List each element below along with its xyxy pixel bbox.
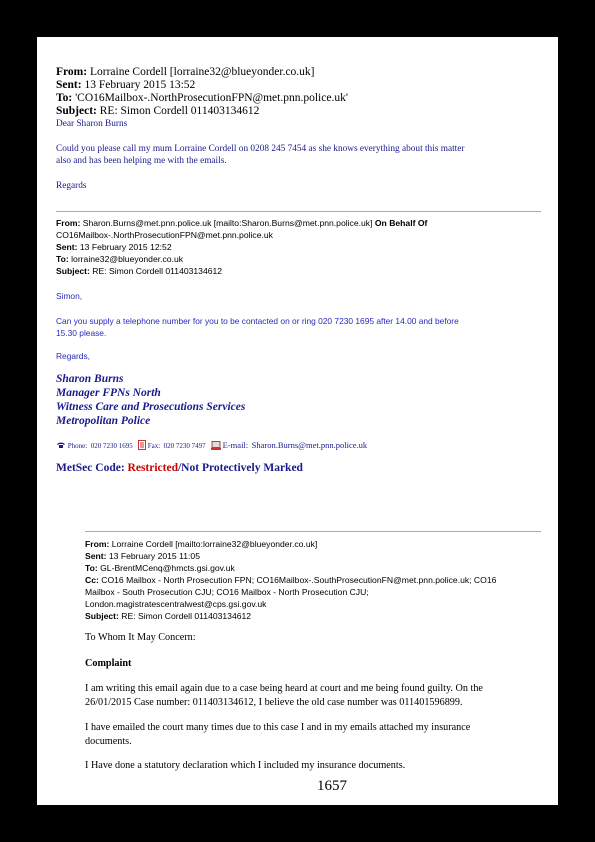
email1-subject-line: [56, 105, 259, 118]
email3-salutation: To Whom It May Concern:: [85, 632, 196, 643]
email2-to-value: lorraine32@blueyonder.co.uk: [71, 254, 184, 264]
document-page: [37, 37, 558, 805]
email1-body-line1: Could you please call my mum Lorraine Cordell on 0208 245 7454 as she knows everything about this matter: [56, 144, 465, 154]
fax-value: 020 7230 7497: [163, 442, 206, 450]
email2-from-value: Sharon.Burns@met.pnn.police.uk [mailto:Sharon.Burns@met.pnn.police.uk]: [82, 218, 373, 228]
signature-name: Sharon Burns: [56, 373, 124, 385]
email2-to-label: To:: [56, 254, 69, 264]
email-label: E-mail:: [222, 440, 249, 450]
email3-sent-label: Sent:: [85, 551, 107, 561]
email3-sent-value: 13 February 2015 11:05: [108, 551, 200, 561]
divider: [85, 531, 541, 532]
email3-from-label: From:: [85, 539, 110, 549]
email3-p3-line1: I Have done a statutory declaration which I included my insurance documents.: [85, 760, 406, 771]
email-icon: [211, 441, 221, 452]
signature-org: Metropolitan Police: [56, 415, 151, 427]
email3-subject-line: [85, 611, 251, 622]
email3-cc-line3: London.magistratescentralwest@cps.gsi.gov.uk: [85, 599, 267, 609]
email3-cc-line1: CO16 Mailbox - North Prosecution FPN; CO16Mailbox-.SouthProsecutionFN@met.pnn.police.uk; CO16: [101, 575, 497, 585]
email2-sent-value: 13 February 2015 12:52: [79, 242, 172, 252]
email3-cc-line2: Mailbox - South Prosecution CJU; CO16 Mailbox - North Prosecution CJU;: [85, 587, 369, 597]
email2-from-line: [56, 218, 427, 229]
email1-to-label: To:: [56, 92, 73, 104]
phone-label: Phone:: [67, 442, 88, 450]
email3-from-line: [85, 539, 317, 550]
phone-icon: [56, 441, 66, 451]
email3-cc-line: [85, 575, 496, 586]
email2-behalf-label: On Behalf Of: [374, 218, 428, 228]
email3-from-value: Lorraine Cordell [mailto:lorraine32@blueyonder.co.uk]: [111, 539, 318, 549]
fax-label: Fax:: [147, 442, 161, 450]
email2-from-line2: CO16Mailbox-.NorthProsecutionFPN@met.pnn.police.uk: [56, 230, 273, 240]
email3-p1-line2: 26/01/2015 Case number: 011403134612, I believe the old case number was 011401596899.: [85, 697, 463, 708]
contact-line: [56, 440, 367, 452]
email3-subject-value: RE: Simon Cordell 011403134612: [121, 611, 252, 621]
email1-body-line2: also and has been helping me with the emails.: [56, 156, 227, 166]
fax-icon: [138, 440, 146, 452]
email1-from-value: Lorraine Cordell [lorraine32@blueyonder.co.uk]: [89, 66, 315, 78]
email1-regards: Regards: [56, 181, 87, 191]
email1-sent-value: 13 February 2015 13:52: [84, 79, 196, 91]
email3-sent-line: [85, 551, 200, 562]
email2-subject-label: Subject:: [56, 266, 90, 276]
email2-subject-value: RE: Simon Cordell 011403134612: [92, 266, 223, 276]
metsec-rest: /Not Protectively Marked: [177, 462, 303, 474]
email2-body-line1: Can you supply a telephone number for you to be contacted on or ring 020 7230 1695 after 14.00 and before: [56, 316, 459, 326]
email3-p2-line2: documents.: [85, 736, 132, 747]
email2-sent-line: [56, 242, 172, 253]
email3-to-line: [85, 563, 235, 574]
email1-sent-label: Sent:: [56, 79, 82, 91]
email2-greeting: Simon,: [56, 291, 83, 301]
email2-regards: Regards,: [56, 351, 90, 361]
email3-cc-label: Cc:: [85, 575, 99, 585]
email1-subject-value: RE: Simon Cordell 011403134612: [99, 105, 260, 117]
email1-subject-label: Subject:: [56, 105, 97, 117]
phone-value: 020 7230 1695: [90, 442, 133, 450]
email3-heading: Complaint: [85, 658, 132, 669]
metsec-line: [56, 462, 303, 474]
email1-to-line: [56, 92, 348, 105]
email2-to-line: [56, 254, 183, 265]
email1-from-label: From:: [56, 66, 88, 78]
email3-p2-line1: I have emailed the court many times due to this case I and in my emails attached my insurance: [85, 722, 471, 733]
email2-subject-line: [56, 266, 222, 277]
email3-subject-label: Subject:: [85, 611, 119, 621]
email-link[interactable]: Sharon.Burns@met.pnn.police.uk: [251, 440, 368, 450]
email3-to-label: To:: [85, 563, 98, 573]
signature-dept: Witness Care and Prosecutions Services: [56, 401, 246, 413]
signature-title: Manager FPNs North: [56, 387, 161, 399]
metsec-label: MetSec Code:: [56, 462, 125, 474]
email2-sent-label: Sent:: [56, 242, 78, 252]
email3-to-value: GL-BrentMCenq@hmcts.gsi.gov.uk: [100, 563, 235, 573]
email1-from-line: [56, 66, 315, 79]
email2-from-label: From:: [56, 218, 81, 228]
email2-body-line2: 15.30 please.: [56, 328, 107, 338]
email1-to-value: 'CO16Mailbox-.NorthProsecutionFPN@met.pnn.police.uk': [75, 92, 348, 104]
email1-greeting: Dear Sharon Burns: [56, 119, 128, 129]
email3-p1-line1: I am writing this email again due to a case being heard at court and me being found guilty. On the: [85, 683, 483, 694]
page-number: 1657: [317, 778, 347, 794]
metsec-restricted: Restricted: [127, 462, 178, 474]
email1-sent-line: [56, 79, 195, 92]
divider: [56, 211, 541, 212]
